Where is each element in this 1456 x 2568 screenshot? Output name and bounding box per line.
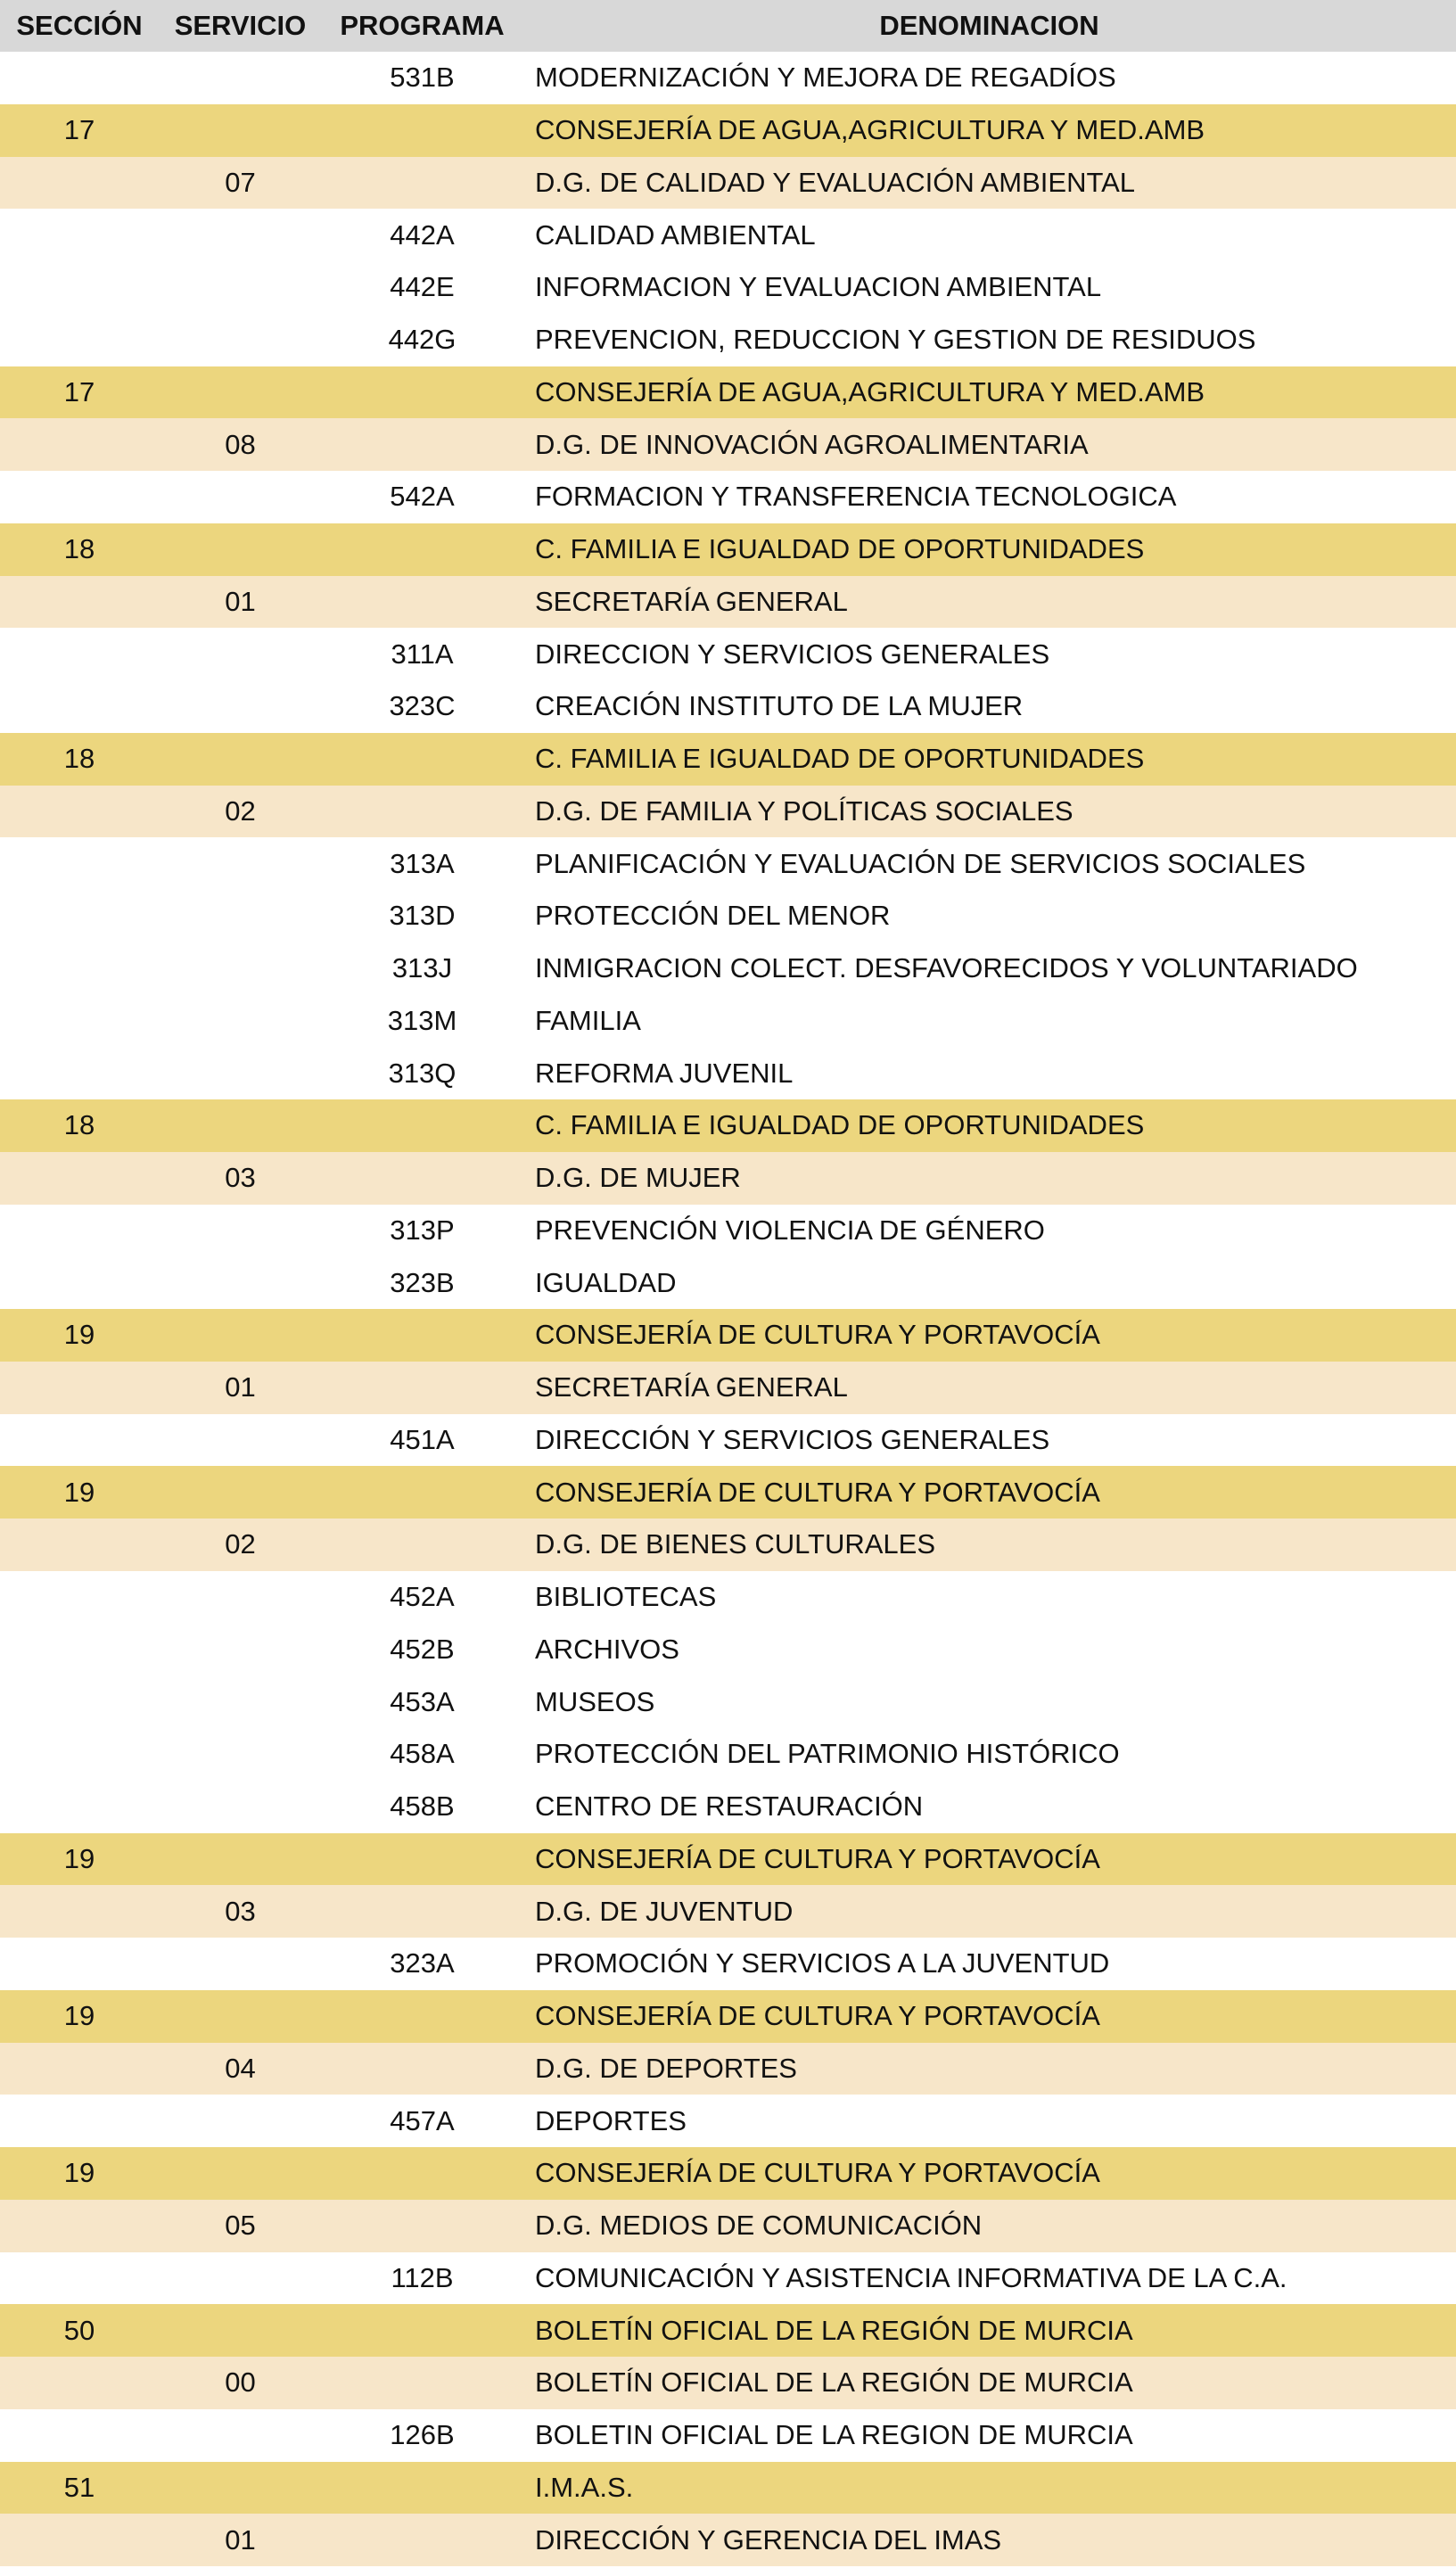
table-row — [0, 314, 1456, 366]
cell-programa: 311A — [391, 638, 454, 670]
table-row — [0, 1047, 1456, 1099]
cell-denominacion: PROTECCIÓN DEL MENOR — [535, 900, 891, 932]
table-row — [0, 209, 1456, 261]
cell-programa: 451A — [390, 1423, 455, 1455]
cell-servicio: 01 — [225, 585, 256, 617]
cell-programa: 126B — [390, 2419, 455, 2451]
cell-programa: 313J — [391, 952, 453, 984]
cell-programa: 323C — [389, 690, 456, 722]
cell-denominacion: FAMILIA — [535, 1004, 641, 1036]
cell-denominacion: D.G. DE INNOVACIÓN AGROALIMENTARIA — [535, 428, 1089, 460]
cell-denominacion: CONSEJERÍA DE CULTURA Y PORTAVOCÍA — [535, 2000, 1100, 2032]
table-row — [0, 2462, 1456, 2514]
cell-denominacion: CREACIÓN INSTITUTO DE LA MUJER — [535, 690, 1024, 722]
table-row — [0, 157, 1456, 210]
cell-servicio: 00 — [225, 2366, 256, 2399]
cell-programa: 542A — [390, 481, 455, 513]
table-row — [0, 2357, 1456, 2409]
cell-denominacion: DIRECCIÓN Y SERVICIOS GENERALES — [535, 1423, 1050, 1455]
cell-seccion: 50 — [63, 2314, 95, 2346]
table-row — [0, 890, 1456, 942]
cell-programa: 442G — [388, 324, 457, 356]
header-programa: PROGRAMA — [340, 10, 505, 41]
cell-denominacion: SECRETARÍA GENERAL — [535, 1371, 848, 1403]
table-row — [0, 1885, 1456, 1938]
cell-denominacion: I.M.A.S. — [535, 2471, 634, 2503]
cell-denominacion: D.G. MEDIOS DE COMUNICACIÓN — [535, 2210, 983, 2242]
cell-seccion: 19 — [63, 1476, 95, 1508]
cell-denominacion: DIRECCIÓN Y GERENCIA DEL IMAS — [535, 2523, 1002, 2556]
cell-programa: 112B — [391, 2261, 454, 2293]
cell-programa: 313M — [387, 1004, 457, 1036]
cell-denominacion: BOLETIN OFICIAL DE LA REGION DE MURCIA — [535, 2419, 1133, 2451]
table-row — [0, 1571, 1456, 1624]
cell-denominacion: CONSEJERÍA DE CULTURA Y PORTAVOCÍA — [535, 1319, 1100, 1351]
cell-programa: 458B — [390, 1790, 455, 1823]
table-row — [0, 523, 1456, 576]
table-row — [0, 576, 1456, 629]
cell-seccion: 19 — [63, 1842, 95, 1874]
table-row — [0, 837, 1456, 890]
cell-denominacion: BOLETÍN OFICIAL DE LA REGIÓN DE MURCIA — [535, 2314, 1133, 2346]
cell-programa: 323A — [390, 1947, 455, 1980]
table-row — [0, 104, 1456, 157]
table-row — [0, 2043, 1456, 2095]
cell-denominacion: CONSEJERÍA DE CULTURA Y PORTAVOCÍA — [535, 1842, 1100, 1874]
cell-seccion: 18 — [63, 533, 95, 565]
table-header — [0, 0, 1456, 52]
table-row — [0, 1362, 1456, 1414]
cell-denominacion: PREVENCIÓN VIOLENCIA DE GÉNERO — [535, 1214, 1045, 1246]
cell-denominacion: SECRETARÍA GENERAL — [535, 585, 848, 617]
table-row — [0, 1205, 1456, 1257]
cell-seccion: 17 — [63, 114, 95, 146]
table-row — [0, 1256, 1456, 1309]
cell-denominacion: D.G. DE BIENES CULTURALES — [535, 1528, 936, 1560]
cell-denominacion: D.G. DE JUVENTUD — [535, 1895, 794, 1927]
cell-denominacion: CONSEJERÍA DE CULTURA Y PORTAVOCÍA — [535, 2157, 1100, 2189]
cell-denominacion: MUSEOS — [535, 1685, 655, 1717]
table-row — [0, 1414, 1456, 1467]
cell-denominacion: C. FAMILIA E IGUALDAD DE OPORTUNIDADES — [535, 533, 1145, 565]
cell-denominacion: PLANIFICACIÓN Y EVALUACIÓN DE SERVICIOS SOCIALES — [535, 847, 1306, 879]
cell-denominacion: BIBLIOTECAS — [535, 1581, 717, 1613]
table-row — [0, 1624, 1456, 1676]
cell-servicio: 05 — [225, 2210, 256, 2242]
cell-denominacion: D.G. DE DEPORTES — [535, 2052, 797, 2084]
table-row — [0, 2514, 1456, 2566]
cell-seccion: 51 — [63, 2471, 95, 2503]
cell-programa: 323B — [390, 1266, 455, 1298]
table-row — [0, 418, 1456, 471]
cell-servicio: 02 — [225, 1528, 256, 1560]
cell-programa: 452A — [390, 1581, 455, 1613]
table-row — [0, 1781, 1456, 1833]
cell-seccion: 19 — [63, 2157, 95, 2189]
table-row — [0, 2304, 1456, 2357]
cell-denominacion: FORMACION Y TRANSFERENCIA TECNOLOGICA — [535, 481, 1177, 513]
table-row — [0, 942, 1456, 995]
cell-servicio: 02 — [225, 794, 256, 827]
table-body — [0, 52, 1456, 2566]
table-row — [0, 733, 1456, 786]
cell-denominacion: CONSEJERÍA DE CULTURA Y PORTAVOCÍA — [535, 1476, 1100, 1508]
cell-programa: 531B — [390, 62, 455, 94]
cell-seccion: 19 — [63, 2000, 95, 2032]
cell-denominacion: REFORMA JUVENIL — [535, 1057, 794, 1089]
cell-programa: 457A — [390, 2104, 455, 2136]
cell-denominacion: INMIGRACION COLECT. DESFAVORECIDOS Y VOLUNTARIADO — [535, 952, 1358, 984]
table-row — [0, 2147, 1456, 2200]
table-row — [0, 1309, 1456, 1362]
cell-denominacion: BOLETÍN OFICIAL DE LA REGIÓN DE MURCIA — [535, 2366, 1133, 2399]
table-row — [0, 2095, 1456, 2147]
cell-denominacion: D.G. DE MUJER — [535, 1162, 741, 1194]
cell-denominacion: D.G. DE CALIDAD Y EVALUACIÓN AMBIENTAL — [535, 166, 1136, 198]
table-row — [0, 1466, 1456, 1519]
cell-seccion: 19 — [63, 1319, 95, 1351]
cell-denominacion: DIRECCION Y SERVICIOS GENERALES — [535, 638, 1050, 670]
cell-denominacion: PREVENCION, REDUCCION Y GESTION DE RESIDUOS — [535, 324, 1256, 356]
table-row — [0, 2252, 1456, 2305]
cell-denominacion: IGUALDAD — [535, 1266, 677, 1298]
table-row — [0, 680, 1456, 733]
cell-denominacion: C. FAMILIA E IGUALDAD DE OPORTUNIDADES — [535, 1109, 1145, 1141]
cell-denominacion: CALIDAD AMBIENTAL — [535, 218, 816, 251]
cell-denominacion: CENTRO DE RESTAURACIÓN — [535, 1790, 924, 1823]
cell-programa: 458A — [390, 1738, 455, 1770]
cell-programa: 442E — [390, 271, 455, 303]
cell-denominacion: C. FAMILIA E IGUALDAD DE OPORTUNIDADES — [535, 743, 1145, 775]
table-row — [0, 261, 1456, 314]
table-row — [0, 1152, 1456, 1205]
cell-programa: 442A — [390, 218, 455, 251]
cell-servicio: 03 — [225, 1162, 256, 1194]
table-row — [0, 1990, 1456, 2043]
table-row — [0, 2200, 1456, 2252]
cell-servicio: 08 — [225, 428, 256, 460]
table-row — [0, 628, 1456, 680]
cell-programa: 313D — [389, 900, 456, 932]
cell-denominacion: CONSEJERÍA DE AGUA,AGRICULTURA Y MED.AMB — [535, 114, 1205, 146]
cell-denominacion: D.G. DE FAMILIA Y POLÍTICAS SOCIALES — [535, 794, 1073, 827]
cell-servicio: 01 — [225, 1371, 256, 1403]
table-row — [0, 786, 1456, 838]
cell-seccion: 18 — [63, 743, 95, 775]
cell-servicio: 01 — [225, 2523, 256, 2556]
cell-denominacion: COMUNICACIÓN Y ASISTENCIA INFORMATIVA DE LA C.A. — [535, 2261, 1287, 2293]
cell-denominacion: PROMOCIÓN Y SERVICIOS A LA JUVENTUD — [535, 1947, 1110, 1980]
table-row — [0, 1675, 1456, 1728]
table-row — [0, 995, 1456, 1048]
table-row — [0, 52, 1456, 104]
header-servicio: SERVICIO — [174, 10, 307, 41]
table-row — [0, 2409, 1456, 2462]
cell-seccion: 17 — [63, 375, 95, 407]
cell-denominacion: ARCHIVOS — [535, 1633, 679, 1665]
header-seccion: SECCIÓN — [16, 10, 143, 41]
cell-servicio: 07 — [225, 166, 256, 198]
cell-programa: 313Q — [388, 1057, 457, 1089]
cell-servicio: 04 — [225, 2052, 256, 2084]
table-row — [0, 1099, 1456, 1152]
table-row — [0, 471, 1456, 523]
table-row — [0, 1938, 1456, 1990]
table-row — [0, 1728, 1456, 1781]
cell-seccion: 18 — [63, 1109, 95, 1141]
header-denominacion: DENOMINACION — [879, 10, 1099, 41]
cell-denominacion: INFORMACION Y EVALUACION AMBIENTAL — [535, 271, 1102, 303]
cell-programa: 453A — [390, 1685, 455, 1717]
cell-programa: 313A — [390, 847, 455, 879]
cell-denominacion: CONSEJERÍA DE AGUA,AGRICULTURA Y MED.AMB — [535, 375, 1205, 407]
cell-servicio: 03 — [225, 1895, 256, 1927]
cell-programa: 313P — [390, 1214, 455, 1246]
table-row — [0, 1833, 1456, 1886]
cell-denominacion: DEPORTES — [535, 2104, 687, 2136]
cell-programa: 452B — [390, 1633, 455, 1665]
table-row — [0, 1519, 1456, 1571]
cell-denominacion: MODERNIZACIÓN Y MEJORA DE REGADÍOS — [535, 62, 1116, 94]
cell-denominacion: PROTECCIÓN DEL PATRIMONIO HISTÓRICO — [535, 1738, 1120, 1770]
table-row — [0, 366, 1456, 419]
